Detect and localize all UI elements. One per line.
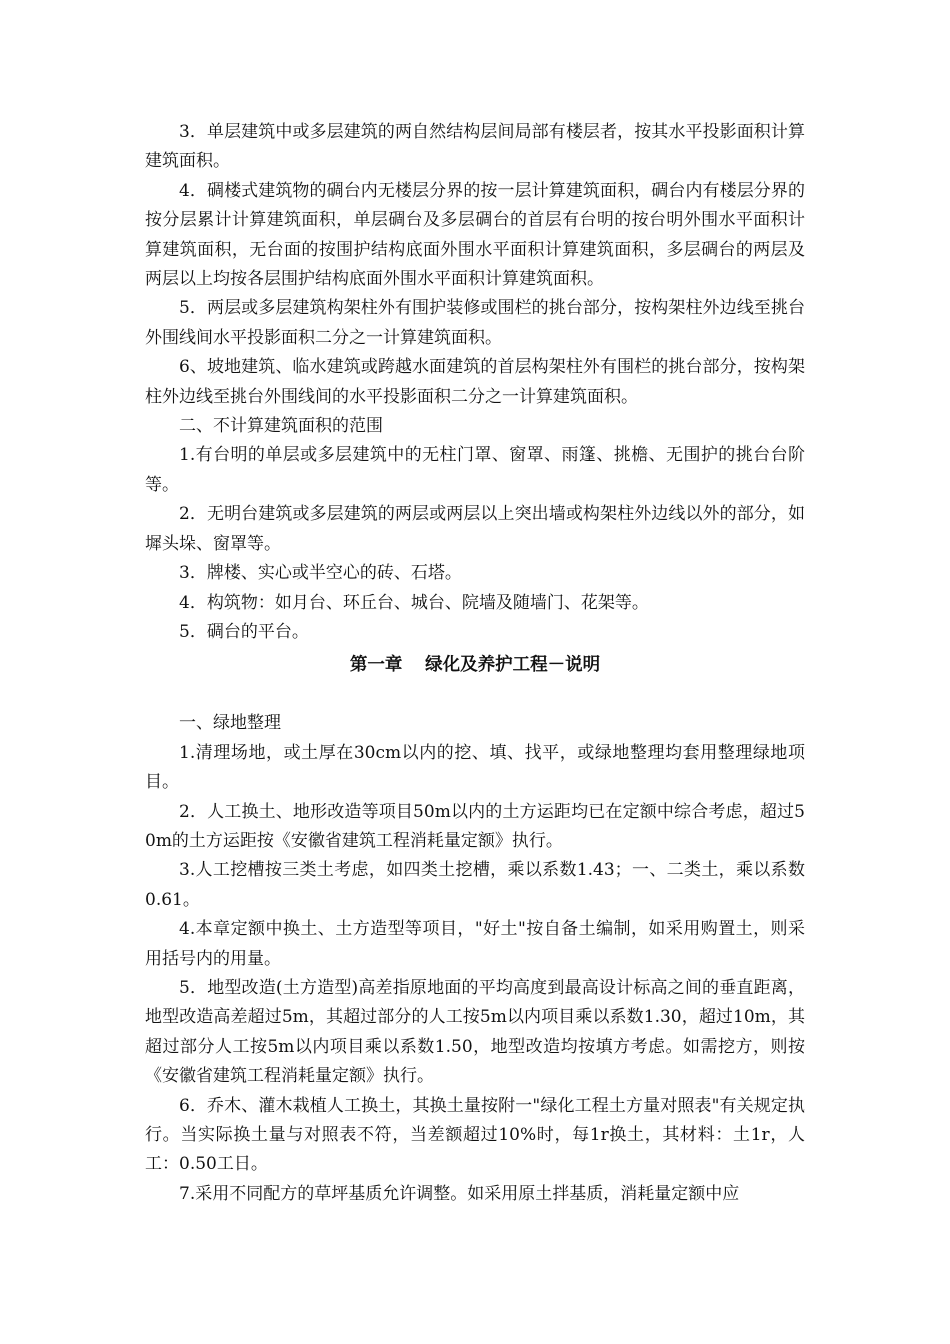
- excluded-item-5: 5．碉台的平台。: [179, 621, 309, 642]
- section-heading-green-land: 一、绿地整理: [179, 713, 281, 734]
- green-item-7: 7.采用不同配方的草坪基质允许调整。如采用原土拌基质，消耗量定额中应: [179, 1183, 740, 1204]
- chapter-title: [145, 651, 805, 680]
- green-item-5: 5．地型改造(土方造型)高差指原地面的平均高度到最高设计标高之间的垂直距离，地型改造高差超过5m，其超过部分的人工按5m以内项目乘以系数1.30，超过10m，其超过部分人工按5m以内项目乘以系数1.50，地型改造均按填方考虑。如需挖方，则按《安徽省建筑工程消耗量定额》执行。: [145, 977, 805, 1087]
- green-item-4: 4.本章定额中换土、土方造型等项目，"好土"按自备土编制，如采用购置土，则采用括号内的用量。: [145, 919, 805, 969]
- green-item-3: 3.人工挖槽按三类土考虑，如四类土挖槽，乘以系数1.43；一、二类土，乘以系数0.61。: [145, 860, 805, 910]
- paragraph-item-4: 4．碉楼式建筑物的碉台内无楼层分界的按一层计算建筑面积，碉台内有楼层分界的按分层累计计算建筑面积，单层碉台及多层碉台的首层有台明的按台明外围水平面积计算建筑面积，无台面的按围护结构底面外围水平面积计算建筑面积，多层碉台的两层及两层以上均按各层围护结构底面外围水平面积计算建筑面积。: [145, 180, 805, 290]
- excluded-item-1: 1.有台明的单层或多层建筑中的无柱门罩、窗罩、雨篷、挑檐、无围护的挑台台阶等。: [145, 445, 805, 495]
- green-item-1: 1.清理场地，或土厚在30cm以内的挖、填、找平，或绿地整理均套用整理绿地项目。: [145, 742, 805, 793]
- green-item-6: 6．乔木、灌木栽植人工换土，其换土量按附一"绿化工程土方量对照表"有关规定执行。当实际换土量与对照表不符，当差额超过10%时，每1r换土，其材料：土1r，人工：0.50工日。: [145, 1095, 805, 1175]
- excluded-item-4: 4．构筑物：如月台、环丘台、城台、院墙及随墙门、花架等。: [179, 592, 649, 613]
- paragraph-item-6: 6、坡地建筑、临水建筑或跨越水面建筑的首层构架柱外有围栏的挑台部分，按构架柱外边线至挑台外围线间的水平投影面积二分之一计算建筑面积。: [145, 357, 805, 407]
- excluded-item-2: 2．无明台建筑或多层建筑的两层或两层以上突出墙或构架柱外边线以外的部分，如墀头垛、窗罩等。: [145, 504, 805, 554]
- green-item-2: 2．人工换土、地形改造等项目50m以内的土方运距均已在定额中综合考虑，超过50m的土方运距按《安徽省建筑工程消耗量定额》执行。: [145, 801, 805, 851]
- section-heading-excluded: 二、不计算建筑面积的范围: [179, 416, 383, 437]
- chapter-number: 第一章: [349, 655, 403, 676]
- spacer: [145, 680, 805, 709]
- paragraph-item-3: 3．单层建筑中或多层建筑的两自然结构层间局部有楼层者，按其水平投影面积计算建筑面积。: [145, 122, 805, 172]
- excluded-item-3: 3．牌楼、实心或半空心的砖、石塔。: [179, 563, 462, 584]
- paragraph-item-5: 5．两层或多层建筑构架柱外有围护装修或围栏的挑台部分，按构架柱外边线至挑台外围线间水平投影面积二分之一计算建筑面积。: [145, 298, 805, 348]
- chapter-name: 绿化及养护工程－说明: [425, 655, 601, 676]
